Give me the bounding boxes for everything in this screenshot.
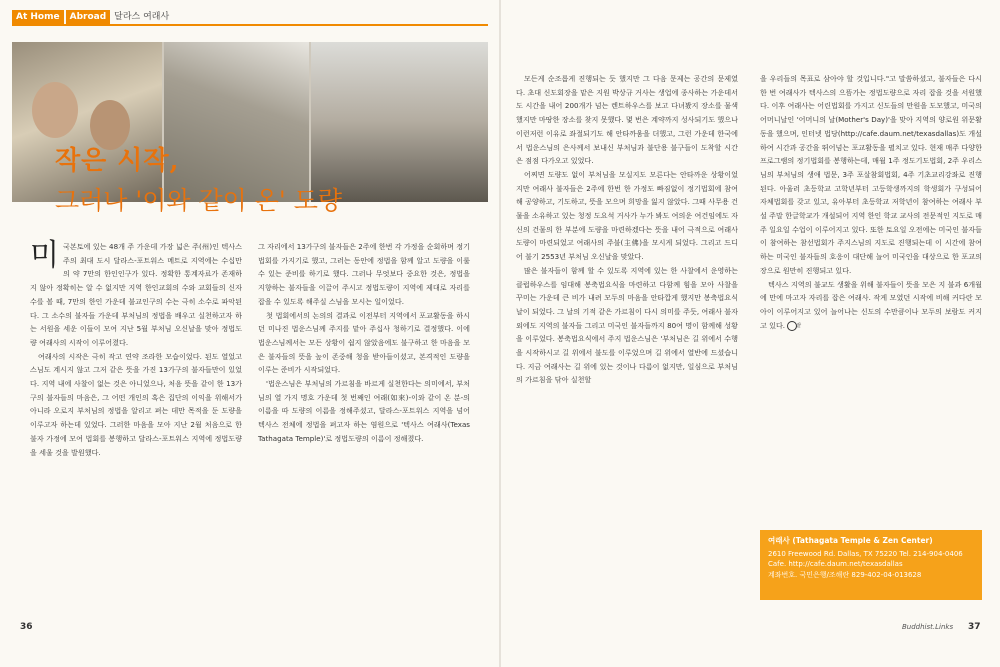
- header-rule: [12, 24, 488, 26]
- column-1: [30, 240, 242, 459]
- section-tag: [12, 10, 169, 24]
- page-gutter: [499, 0, 501, 667]
- info-address: 2610 Freewood Rd. Dallas, TX 75220 Tel. 214-904-0406: [768, 549, 963, 558]
- tag-at-home: At Home: [12, 10, 64, 24]
- column-2: [258, 240, 470, 446]
- column-4: [760, 72, 982, 332]
- paragraph: 모든게 순조롭게 진행되는 듯 했지만 그 다음 문제는 공간의 문제였다. 초대 신도회장을 맡은 지원 박상규 거사는 생업에 종사하는 가운데서도 시간을 내어 200개가 넘는 렌트하우스를 보고 다녀봤지 장소를 물색했지만 마땅한 장소를 찾지 못했다. 몇 번은 계약까지 성사되기도 했으나 이런저런 이유로 좌절되기도 해 안타까움을 더했고, 그런 가운데 한국에서 법운스님의 은사께서 보내신 부처님과 불단용 불구들이 도착할 시간은 점점 다가오고 있었다.: [516, 74, 738, 166]
- article-title: [55, 140, 475, 217]
- temple-info-box: [760, 530, 982, 600]
- end-mark-icon: 끝: [787, 321, 797, 331]
- monk-face: [32, 82, 78, 138]
- paragraph: [760, 278, 982, 333]
- page-number-left: 36: [20, 622, 33, 632]
- tag-abroad: Abroad: [66, 10, 111, 24]
- paragraph-text: 국본토에 있는 48개 주 가운데 가장 넓은 주(州)인 텍사스 주의 최대 도시 달라스-포트워스 메트로 지역에는 수십만의 약 7만의 한인인구가 있다. 정확한 통계자료가 존재하지 않아 정확히는 알 수 없지만 지역 한인교회의 수와 교회들의 신자 수를 볼 때, 7만의 한인 가운데 불교인구의 수는 극히 소수로 파악된다. 그 소수의 불자들 가운데 부처님의 정법을 배우고 실천하고자 하는 서원을 세운 이들이 모여 지난 5월 부처님 오신날을 맞아 정법도량 여래사의 시작이 이루어졌다.: [30, 242, 242, 347]
- paragraph: 그 자리에서 13가구의 불자들은 2주에 한번 각 가정을 순회하며 정기법회를 가지기로 했고, 그러는 동안에 정법을 함께 알고 도량을 이룰 수 있는 준비를 하기로 했다. 그러나 무엇보다 중요한 것은, 정법을 지향하는 불자들을 이끌어 주시고 정법도량이 지역에 제대로 자리를 잡을 수 있도록 해주실 스님을 모시는 일이었다.: [258, 242, 470, 306]
- title-line-1: 작은 시작,: [55, 146, 180, 176]
- paragraph-text: 텍사스 지역의 불교도 생활을 위해 불자들이 뜻을 모은 지 불과 6개월에 만에 마고자 자리를 잡은 여래사. 작게 모였던 시작에 비해 커다란 모아이 이루어지고 있어 늘어나는 신도의 수만큼이나 모두의 보람도 커지고 있다.: [760, 279, 982, 330]
- magazine-name: Buddhist.Links: [902, 623, 954, 631]
- section-name: 달라스 여래사: [114, 12, 170, 22]
- paragraph: 어찌면 도량도 없이 부처님을 모실지도 모른다는 안타까운 상황이었지만 여래사 불자들은 2주에 한번 한 가정도 빠짐없이 정기법회에 참여해 공양하고, 기도하고, 뜻을 모으며 희망을 잃지 않았다. 그때 사무용 건물을 소유하고 있는 청정 도요석 거사가 누가 봐도 여의운 여건임에도 자신의 건물의 한 부분에 도량을 마련하겠다는 뜻을 내어 극적으로 여래사 도량이 마련되었고 여래사의 주불(主佛)을 모시게 되었다. 그리고 드디어 불기 2553년 부처님 오신날을 맞았다.: [516, 169, 738, 262]
- info-account: 계좌번호. 국민은행/조해란 829-402-04-013628: [768, 570, 922, 579]
- paragraph: 많은 불자들이 함께 할 수 있도록 지역에 있는 한 사찰에서 운영하는 클럽하우스를 임대해 봉축법요식을 마련하고 다함께 힘을 모아 사찰을 꾸미는 가운데 큰 비가 내려 모두의 마음을 안타깝게 했지만 봉축법요식 날이 되었다. 그 날의 기적 같은 가르침이 다시 의미를 주듯, 여래사 불자 외에도 지역의 불자들 그리고 미국인 불자들까지 80여 명이 함께해 성황을 이루었다. 봉축법요식에서 주지 법운스님은 '부처님은 길 위에서 수행을 시작하시고 길 위에서 불도를 이루었으며 길 위에서 열반에 드셨습니다. 지금 여래사는 길 위에 있는 것이나 다름이 없지만, 일심으로 부처님의 가르침을 닦아 실천할: [516, 265, 738, 385]
- column-3: [516, 72, 738, 387]
- paragraph: '법운스님은 부처님의 가르침을 바르게 실천한다는 의미에서, 부처님의 열 가지 명호 가운데 첫 번째인 여래(如來)-이와 같이 온 분-의 이름을 따 도량의 이름을 정해주셨고, 달라스-포트워스 지역을 넘어 텍사스 전체에 정법을 펴고자 하는 염원으로 '텍사스 여래사(Texas Tathagata Temple)'로 정법도량의 이름이 정해졌다.: [258, 379, 470, 443]
- info-cafe-link[interactable]: Cafe. http://cafe.daum.net/texasdallas: [768, 560, 903, 568]
- paragraph: 여래사의 시작은 극히 작고 연약 조라한 모습이었다. 된도 열었고 스님도 계시지 않고 그저 같은 뜻을 가진 13가구의 불자들만이 있었다. 지역 내에 사찰이 없는 것은 아니었으나, 처음 뜻을 같이 한 13가구의 불자들의 마음은, 그 어떤 개인의 혹은 집단의 이익을 위해서가 아니라 오로지 부처님의 정법을 알리고 펴는 데만 목적을 둔 도량을 이루고자 하는데 있었다. 그러한 마음을 모아 지난 2월 처음으로 한 불자 가정에 모여 법회를 봉행하고 달라스-포트워스 지역에 정법도량을 세울 것을 발원했다.: [30, 351, 242, 457]
- title-line-2: 그러나 '이와 같이 온' 도량: [55, 186, 343, 215]
- page-number-right: 37: [968, 622, 981, 632]
- drop-cap: 미: [30, 238, 59, 273]
- info-title: 여래사 (Tathagata Temple & Zen Center): [768, 536, 933, 545]
- paragraph: 을 우리들의 목표로 삼아야 할 것입니다."고 말씀하셨고, 불자들은 다시 한 번 여래사가 텍사스의 으뜸가는 정법도량으로 자리 잡을 것을 서원했다. 이후 여래사는 어린법회를 가지고 신도들의 만원을 도모했고, 미국의 어머니날인 '어머니의 날(Mother's Day)'을 맞아 지역의 양로원 위문활동을 했으며, 인터넷 법당(http://cafe.daum.net/texasdallas)도 개설하여 시간과 공간을 뛰어넘는 포교활동을 펼치고 있다. 현재 매주 다양한 프로그램의 정기법회를 봉행하는데, 매월 1주 정도기도법회, 2주 우리스님의 부처님의 생애 법문, 3주 포살참회법회, 4주 기초교리강좌로 진행된다. 아울러 초등학교 고학년부터 고등학생까지의 학생회가 구성되어 자체법회를 갖고 있고, 유아부터 초등학교 저학년이 참여하는 여래사 부설 주말 한글학교가 개설되어 지역 한인 학교 교사의 전문적인 지도로 매주 일요일 수업이 이루어지고 있다. 또한 토요일 오전에는 미국인 불자들이 참여하는 참선법회가 주지스님의 지도로 진행되는데 이 시간에 참여하는 미국인 불자들의 호응이 대단해 늘어 미국인을 대상으로 한 포교의 장으로 원만히 진행되고 있다.: [760, 74, 982, 275]
- paragraph: 첫 법회에서의 논의의 결과로 이전부터 지역에서 포교활동을 하시던 미나진 법운스님께 주지를 맡아 주십사 청하기로 결정했다. 이에 법운스님께서는 모든 상황이 쉽지 않았음에도 불구하고 한 마음을 모은 불자들의 뜻을 높이 존중해 청을 받아들이셨고, 본격적인 도량을 이루는 준비가 시작되었다.: [258, 310, 470, 375]
- paragraph: [30, 240, 242, 350]
